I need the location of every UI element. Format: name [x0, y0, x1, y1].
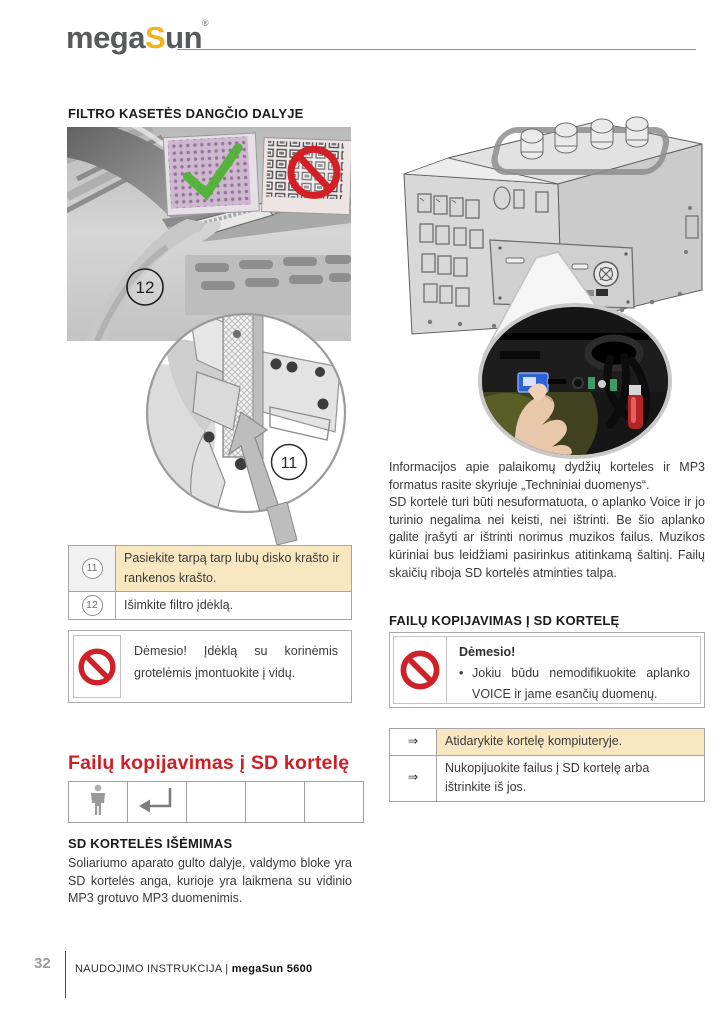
- latch-zoom-inset: [145, 312, 347, 545]
- footer-separator: |: [225, 963, 229, 975]
- sd-removal-paragraph: Soliariumo aparato gulto dalyje, valdymo bloke yra SD kortelės anga, kurioje yra laikmena su vidinio MP3 grotuvo MP3 duomenimis.: [68, 856, 352, 906]
- step-12-badge: 12: [82, 595, 103, 616]
- footer-product: megaSun 5600: [231, 963, 313, 975]
- step-12-text: Išimkite filtro įdėklą.: [116, 592, 352, 620]
- warning-text: Dėmesio! Įdėklą su korinėmis grotelėmis įmontuokite į vidų.: [134, 644, 338, 680]
- logo-mega: mega: [66, 20, 145, 55]
- logo-s: S: [144, 20, 166, 55]
- copy-step-1-text: Atidarykite kortelę kompiuteryje.: [437, 729, 705, 756]
- logo-un: un: [165, 20, 203, 55]
- table-row: [69, 546, 352, 592]
- callout-11-number: 11: [280, 455, 298, 472]
- table-row: [390, 729, 705, 756]
- person-icon: [87, 784, 109, 816]
- sd-slot-photo-art: [482, 307, 668, 455]
- no-entry-icon: [399, 649, 441, 691]
- section-title-filter: FILTRO KASETĖS DANGČIO DALYJE: [68, 106, 304, 121]
- info-paragraph-1: Informacijos apie palaikomų dydžių korteles ir MP3 formatus rasite skyriuje „Techniniai duomenys“.: [389, 460, 705, 492]
- step-11-text: Pasiekite tarpą tarp lubų disko krašto ir rankenos krašto.: [116, 546, 352, 592]
- empty-cell: [246, 782, 305, 823]
- bullet-marker: •: [459, 666, 464, 680]
- no-entry-icon: [77, 647, 117, 687]
- step-arrow: ⇒: [390, 729, 437, 756]
- section-title-copy-files: Failų kopijavimas į SD kortelę: [68, 752, 350, 774]
- empty-cell: [305, 782, 364, 823]
- filter-wrong-inset: [262, 138, 351, 215]
- step-arrow: ⇒: [390, 755, 437, 801]
- filter-removal-photo-art: [67, 127, 351, 341]
- footer-doc-title: NAUDOJIMO INSTRUKCIJA: [75, 963, 222, 975]
- footer-text: [75, 963, 312, 975]
- table-row: [69, 592, 352, 620]
- filter-removal-photo: [67, 127, 351, 341]
- no-entry-icon: [290, 149, 338, 197]
- callout-12-number: 12: [135, 278, 155, 297]
- callout-12: [127, 269, 163, 305]
- copy-steps-table: [389, 728, 705, 802]
- callout-11: [272, 445, 307, 480]
- table-row: [390, 755, 705, 801]
- sd-slot-photo: [478, 303, 672, 459]
- empty-cell: [187, 782, 246, 823]
- warning-title: Dėmesio!: [459, 645, 516, 659]
- table-row: [69, 782, 364, 823]
- step-11-badge: 11: [82, 558, 103, 579]
- sd-removal-title: SD KORTELĖS IŠĖMIMAS: [68, 836, 233, 851]
- warning-box-voice: [389, 632, 705, 708]
- info-paragraph-2: SD kortelė turi būti nesuformatuota, o aplanko Voice ir jo turinio negalima nei keisti, nei ištrinti. Be šio aplanko galite įrašyti ar ištrinti norimus muzikos failus. Muzikos kūriniai bus leidžiami pasirinkus atitinkamą šaltinį. Failų skaičių riboja SD kortelės atminties talpa.: [389, 495, 705, 580]
- pictogram-strip: [68, 781, 364, 823]
- copy-to-sd-title: FAILŲ KOPIJAVIMAS Į SD KORTELĘ: [389, 613, 620, 628]
- filter-ok-inset: [163, 133, 259, 216]
- filter-steps-table: [68, 545, 352, 620]
- pointer-arrow-tail: [267, 502, 297, 545]
- page-number: 32: [34, 955, 51, 972]
- header-rule: [177, 28, 696, 50]
- red-connector: [628, 385, 643, 429]
- warning-box-insert: [68, 630, 352, 703]
- registered-mark: ®: [202, 18, 209, 28]
- warning-bullet-text: Jokiu būdu nemodifikuokite aplanko VOICE ir jame esančių duomenų.: [472, 666, 690, 701]
- sd-info-paragraphs: [389, 459, 705, 582]
- louver-slats: [185, 255, 351, 315]
- footer-divider: [65, 951, 66, 998]
- copy-step-2-text: Nukopijuokite failus į SD kortelę arba ištrinkite iš jos.: [437, 755, 705, 801]
- return-arrow-icon: [137, 785, 177, 815]
